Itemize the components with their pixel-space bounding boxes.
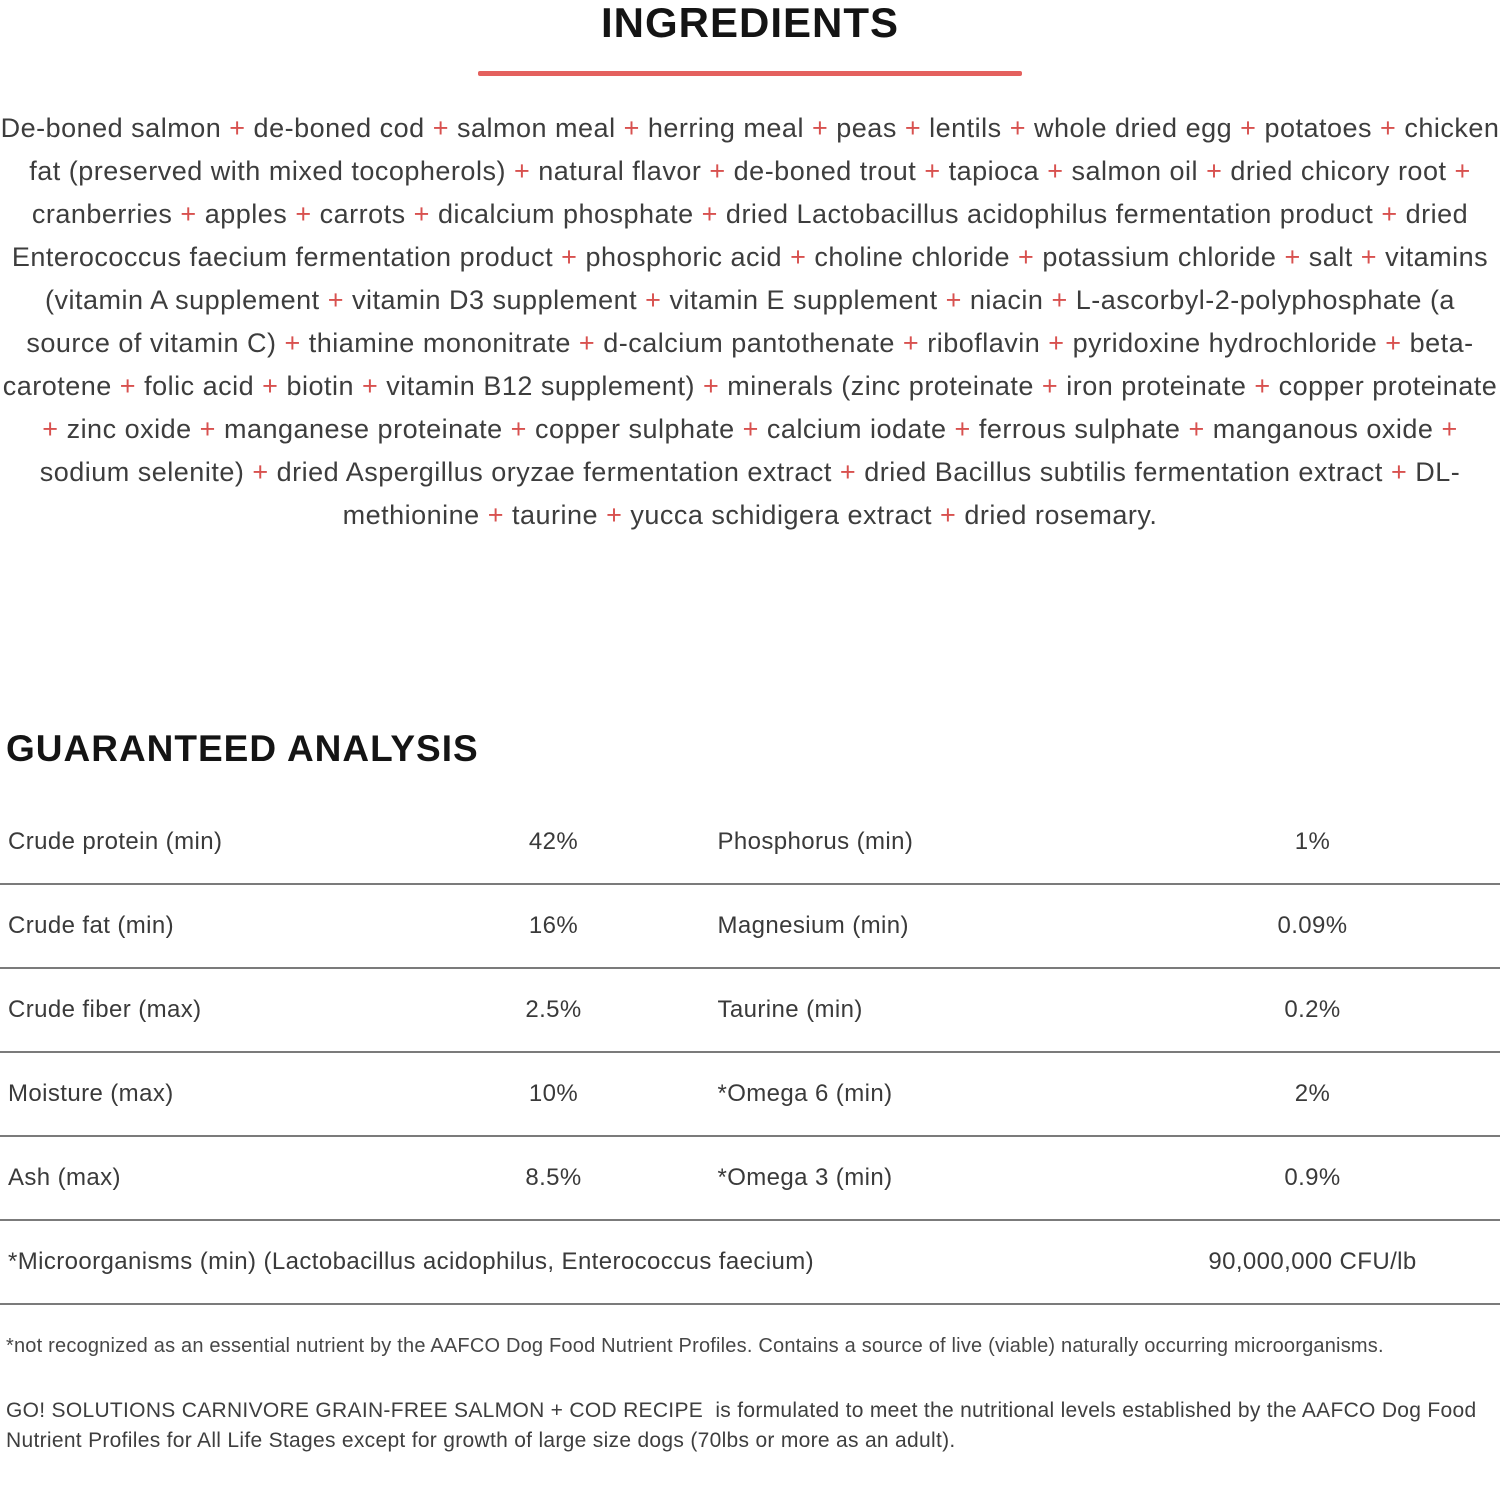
plus-separator: +: [606, 500, 623, 530]
plus-separator: +: [1051, 285, 1068, 315]
table-row: [0, 1137, 1500, 1221]
formulation-statement: GO! SOLUTIONS CARNIVORE GRAIN-FREE SALMON + COD RECIPE is formulated to meet the nutritional levels established by the AAFCO Dog Food Nutrient Profiles for All Life Stages except for growth of large size dogs (70lbs or more as an adult).: [6, 1399, 1483, 1452]
plus-separator: +: [790, 242, 807, 272]
plus-separator: +: [1284, 242, 1301, 272]
plus-separator: +: [645, 285, 662, 315]
plus-separator: +: [839, 457, 857, 487]
plus-separator: +: [1047, 156, 1064, 186]
plus-separator: +: [432, 113, 449, 143]
plus-separator: +: [904, 113, 922, 143]
nutrient-value: 0.9%: [1284, 1164, 1341, 1191]
nutrient-label: Magnesium (min): [717, 912, 909, 939]
plus-separator: +: [940, 500, 957, 530]
nutrient-value: 2%: [1294, 1080, 1331, 1107]
plus-separator: +: [362, 371, 379, 401]
plus-separator: +: [1390, 457, 1408, 487]
plus-separator: +: [252, 457, 269, 487]
analysis-table: [0, 801, 1500, 1305]
table-row: [0, 1053, 1500, 1137]
plus-separator: +: [623, 113, 640, 143]
plus-separator: +: [702, 371, 720, 401]
plus-separator: +: [1048, 328, 1065, 358]
plus-separator: +: [1254, 371, 1271, 401]
nutrient-value: 1%: [1294, 828, 1331, 855]
nutrient-label: Crude fat (min): [8, 912, 175, 939]
nutrient-value: 0.09%: [1277, 912, 1348, 939]
plus-separator: +: [487, 500, 504, 530]
plus-separator: +: [561, 242, 578, 272]
plus-separator: +: [1385, 328, 1402, 358]
nutrient-value: 16%: [528, 912, 579, 939]
guaranteed-analysis-section: [0, 730, 1500, 1456]
nutrient-label: Crude protein (min): [8, 828, 223, 855]
plus-separator: +: [1381, 199, 1398, 229]
microorganisms-label: *Microorganisms (min) (Lactobacillus acidophilus, Enterococcus faecium): [8, 1248, 815, 1275]
plus-separator: +: [924, 156, 941, 186]
plus-separator: +: [1009, 113, 1026, 143]
nutrient-label: Moisture (max): [8, 1080, 174, 1107]
table-row: [0, 885, 1500, 969]
nutrient-value: 10%: [528, 1080, 579, 1107]
plus-separator: +: [1240, 113, 1257, 143]
plus-separator: +: [327, 285, 344, 315]
plus-separator: +: [1188, 414, 1205, 444]
plus-separator: +: [199, 414, 216, 444]
nutrient-value: 42%: [528, 828, 579, 855]
plus-separator: +: [1206, 156, 1223, 186]
plus-separator: +: [119, 371, 137, 401]
nutrient-label: Taurine (min): [717, 996, 863, 1023]
microorganisms-value: 90,000,000 CFU/lb: [1208, 1248, 1417, 1275]
table-row: [0, 969, 1500, 1053]
plus-separator: +: [513, 156, 531, 186]
title-underline: [478, 71, 1022, 76]
plus-separator: +: [262, 371, 279, 401]
plus-separator: +: [701, 199, 718, 229]
plus-separator: +: [811, 113, 829, 143]
guaranteed-analysis-title: GUARANTEED ANALYSIS: [6, 728, 479, 769]
nutrient-label: *Omega 6 (min): [717, 1080, 893, 1107]
plus-separator: +: [1380, 113, 1397, 143]
plus-separator: +: [1041, 371, 1059, 401]
nutrient-label: Crude fiber (max): [8, 996, 202, 1023]
plus-separator: +: [284, 328, 301, 358]
plus-separator: +: [510, 414, 527, 444]
plus-separator: +: [709, 156, 726, 186]
ingredients-section: [0, 0, 1500, 537]
plus-separator: +: [902, 328, 920, 358]
ingredients-title: INGREDIENTS: [600, 0, 900, 46]
nutrient-value: 0.2%: [1284, 996, 1341, 1023]
plus-separator: +: [295, 199, 312, 229]
plus-separator: +: [954, 414, 971, 444]
nutrient-label: *Omega 3 (min): [717, 1164, 893, 1191]
ingredients-text: De-boned salmon + de-boned cod + salmon meal + herring meal + peas + lentils + whole dried egg + potatoes + chicken fat (preserved with mixed tocopherols) + natural flavor + de-boned trout + tapioca + salmon oil + dried chicory root + cranberries + apples + carrots + dicalcium phosphate + dried Lactobacillus acidophilus fermentation product + dried Enterococcus faecium fermentation product + phosphoric acid + choline chloride + potassium chloride + salt + vitamins (vitamin A supplement + vitamin D3 supplement + vitamin E supplement + niacin + L-ascorbyl-2-polyphosphate (a source of vitamin C) + thiamine mononitrate + d-calcium pantothenate + riboflavin + pyridoxine hydrochloride + beta-carotene + folic acid + biotin + vitamin B12 supplement) + minerals (zinc proteinate + iron proteinate + copper proteinate + zinc oxide + manganese proteinate + copper sulphate + calcium iodate + ferrous sulphate + manganous oxide + sodium selenite) + dried Aspergillus oryzae fermentation extract + dried Bacillus subtilis fermentation extract + DL-methionine + taurine + yucca schidigera extract + dried rosemary.: [0, 113, 1500, 530]
plus-separator: +: [742, 414, 759, 444]
plus-separator: +: [1360, 242, 1378, 272]
plus-separator: +: [413, 199, 430, 229]
nutrient-value: 8.5%: [525, 1164, 582, 1191]
plus-separator: +: [229, 113, 246, 143]
nutrient-label: Ash (max): [8, 1164, 121, 1191]
nutrient-value: 2.5%: [525, 996, 582, 1023]
plus-separator: +: [42, 414, 59, 444]
plus-separator: +: [945, 285, 962, 315]
table-row: [0, 801, 1500, 885]
plus-separator: +: [1018, 242, 1035, 272]
plus-separator: +: [1454, 156, 1471, 186]
analysis-footnote: *not recognized as an essential nutrient by the AAFCO Dog Food Nutrient Profiles. Contains a source of live (viable) naturally occurring microorganisms.: [6, 1335, 1384, 1357]
microorganisms-row: [0, 1221, 1500, 1305]
plus-separator: +: [578, 328, 596, 358]
plus-separator: +: [180, 199, 197, 229]
nutrient-label: Phosphorus (min): [717, 828, 914, 855]
plus-separator: +: [1441, 414, 1458, 444]
